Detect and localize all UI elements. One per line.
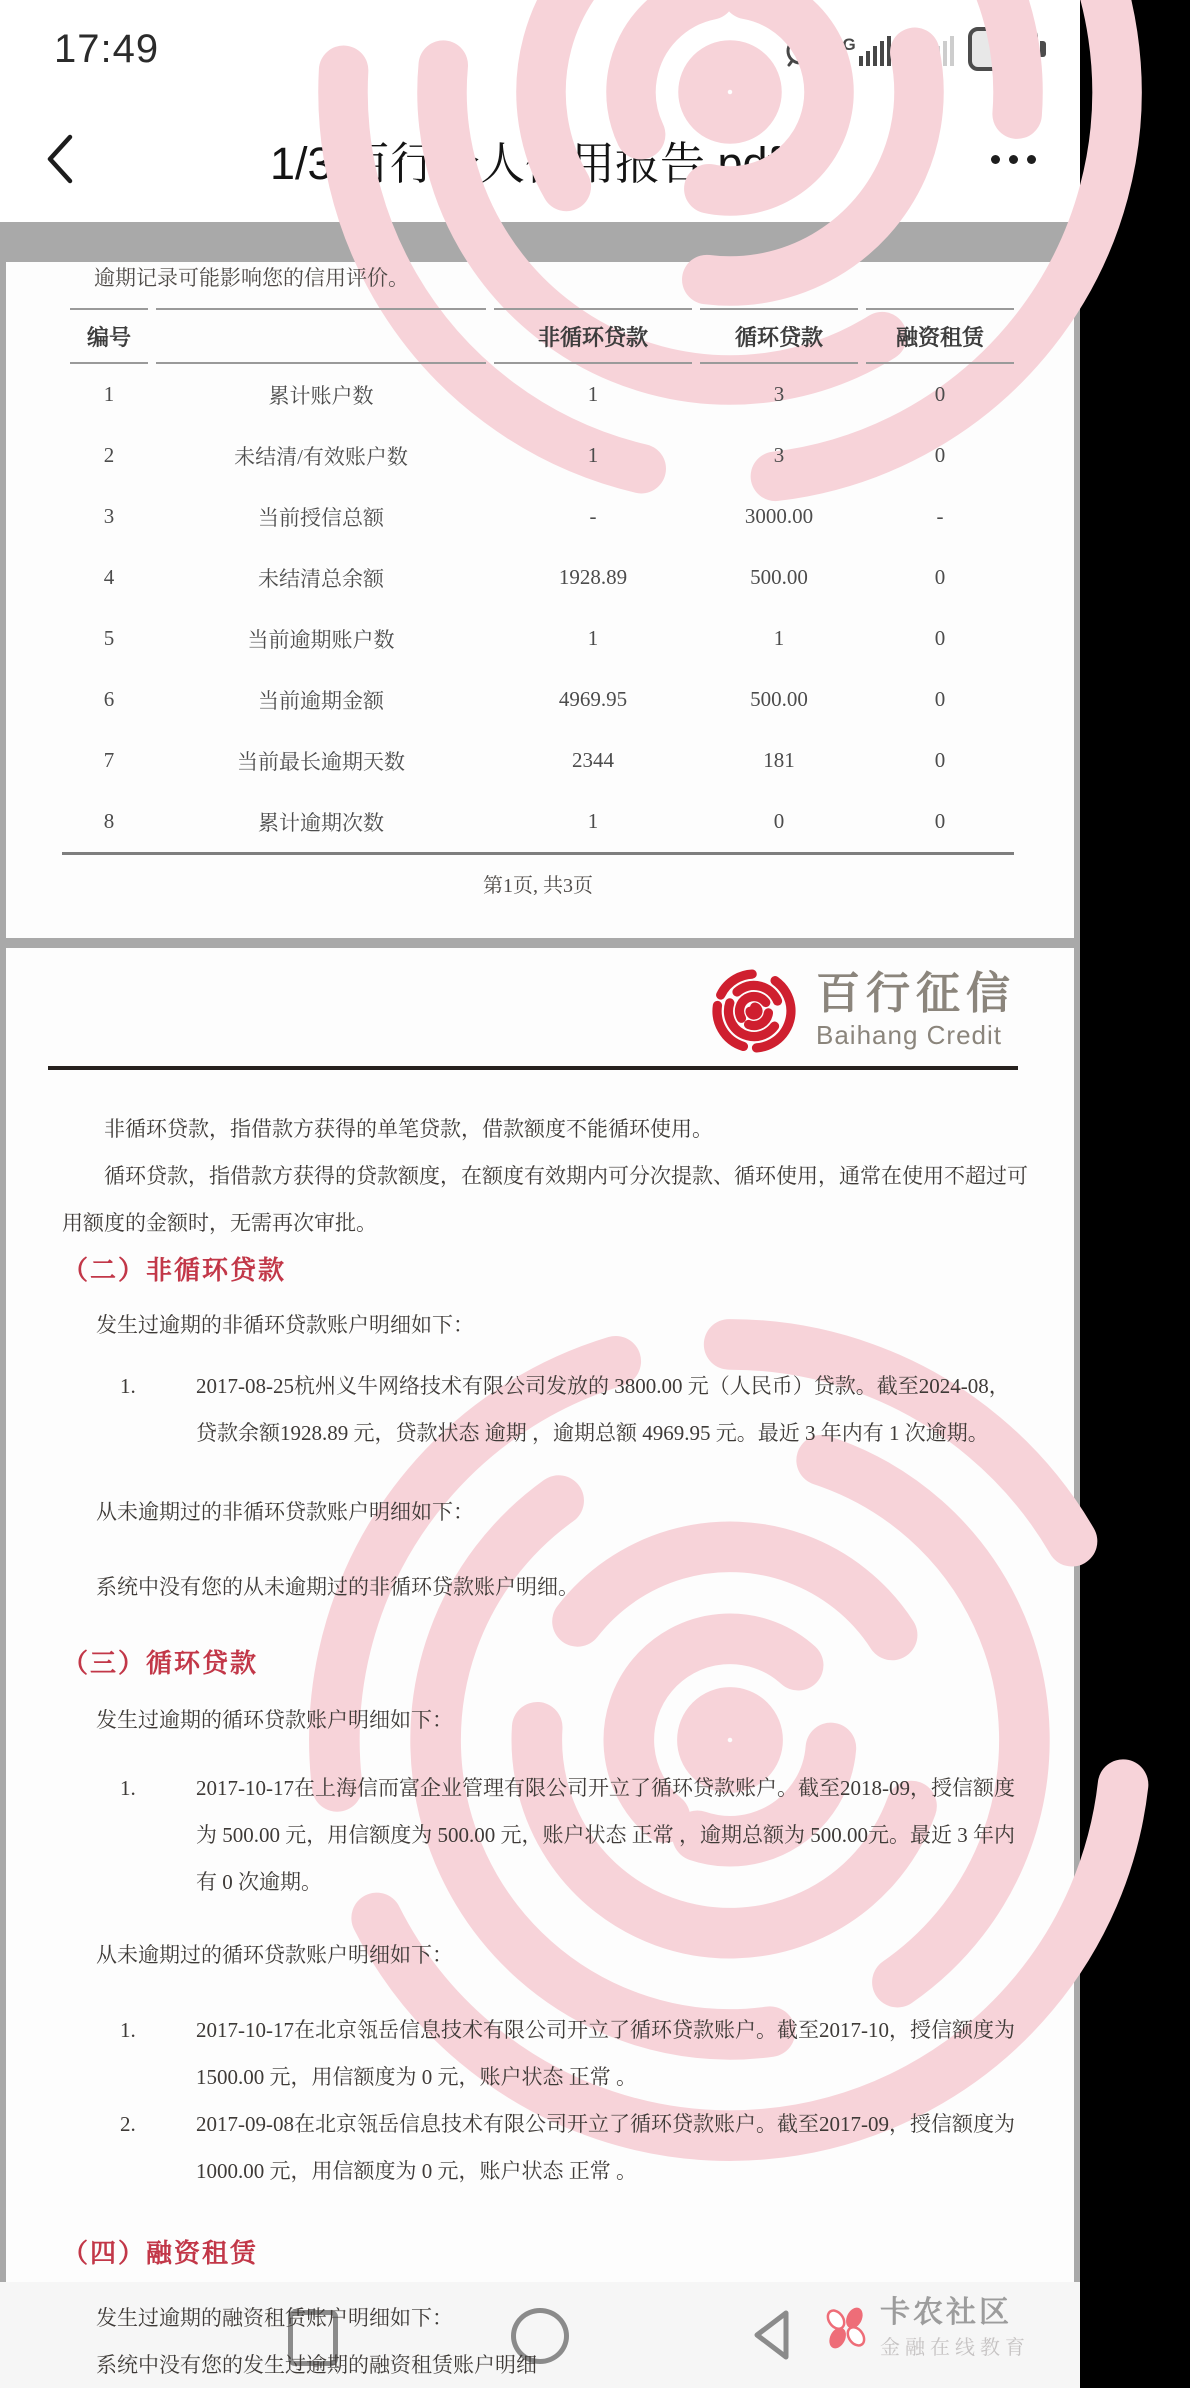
cell-index: 8	[103, 809, 115, 833]
cell-leasing: 0	[934, 748, 946, 772]
definition-paragraph: 非循环贷款，指借款方获得的单笔贷款，借款额度不能循环使用。	[104, 1117, 713, 1141]
chevron-left-icon	[44, 131, 76, 187]
baihang-logo-cn: 百行征信	[816, 969, 1016, 1019]
table-header-row	[70, 308, 1014, 364]
battery-icon	[968, 27, 1038, 71]
dot-icon	[1009, 155, 1018, 164]
col-header: 循环贷款	[700, 308, 858, 364]
status-time: 17:49	[54, 26, 160, 71]
report-body	[6, 1070, 1074, 2385]
document-title: 1/3 百行个人信用报告.pdf	[269, 137, 781, 189]
cell-index: 7	[103, 748, 115, 772]
cell-label: 当前逾期金额	[258, 688, 384, 713]
table-row	[70, 425, 1014, 486]
cell-nonrevolving: 1928.89	[558, 565, 628, 589]
battery-percent: 40	[991, 37, 1015, 60]
cell-label: 未结清总余额	[258, 566, 384, 591]
table-row	[70, 730, 1014, 791]
cell-nonrevolving: 1	[587, 443, 599, 467]
section-title-nonrevolving: （二）非循环贷款	[62, 1256, 287, 1285]
section-label: 发生过逾期的非循环贷款账户明细如下：	[96, 1313, 474, 1337]
dot-icon	[1027, 155, 1036, 164]
cell-index: 3	[103, 504, 115, 528]
signal-sim2	[905, 32, 954, 66]
item-number: 1.	[120, 1776, 136, 1800]
cell-revolving: 181	[763, 748, 795, 772]
page-number-footer: 第1页, 共3页	[483, 875, 593, 897]
signal-sim1	[833, 32, 891, 66]
cell-label: 当前逾期账户数	[247, 627, 395, 652]
table-row	[70, 791, 1014, 852]
alarm-clock-icon	[781, 30, 819, 68]
overdue-notice-text: 逾期记录可能影响您的信用评价。	[94, 266, 409, 290]
section-label: 发生过逾期的融资租赁账户明细如下：	[96, 2306, 453, 2330]
cell-leasing: 0	[934, 443, 946, 467]
definition-paragraph: 循环贷款，指借款方获得的贷款额度，在额度有效期内可分次提款、循环使用，通常在使用不超过可用额度的金额时，无需再次审批。	[62, 1164, 1028, 1235]
battery-nub	[1040, 41, 1046, 57]
network-activity-label: 1↓	[837, 52, 852, 67]
loan-detail-item	[106, 2101, 1028, 2195]
baihang-logo-text	[816, 971, 1016, 1050]
cell-nonrevolving: 1	[587, 809, 599, 833]
cell-revolving: 1	[773, 626, 785, 650]
table-bottom-rule	[62, 852, 1014, 855]
status-icons	[781, 27, 1046, 71]
cell-index: 5	[103, 626, 115, 650]
cell-label: 未结清/有效账户数	[234, 444, 408, 469]
cell-leasing: 0	[934, 626, 946, 650]
item-number: 2.	[120, 2112, 136, 2136]
cell-nonrevolving: 1	[587, 626, 599, 650]
cell-label: 当前最长逾期天数	[237, 749, 405, 774]
table-row	[70, 547, 1014, 608]
cell-label: 当前授信总额	[258, 505, 384, 530]
table-row	[70, 608, 1014, 669]
section-label: 从未逾期过的循环贷款账户明细如下：	[96, 1943, 453, 1967]
loan-detail-item	[106, 1765, 1028, 1906]
kanong-title: 卡农社区	[880, 2296, 1012, 2329]
cell-revolving: 3000.00	[744, 504, 814, 528]
credit-summary-table	[62, 308, 1022, 852]
section-label: 从未逾期过的非循环贷款账户明细如下：	[96, 1500, 474, 1524]
baihang-logo	[6, 948, 1074, 1062]
cell-leasing: 0	[934, 382, 946, 406]
network-type-label: 4G	[833, 35, 856, 54]
loan-detail-item	[106, 2007, 1028, 2101]
kanong-subtitle: 金融在线教育	[880, 2337, 1030, 2359]
cell-revolving: 3	[773, 443, 785, 467]
no-record-text: 系统中没有您的发生过逾期的融资租赁账户明细	[96, 2353, 537, 2377]
cell-index: 6	[103, 687, 115, 711]
cell-leasing: 0	[934, 565, 946, 589]
cell-label: 累计账户数	[268, 383, 374, 408]
item-number: 1.	[120, 2018, 136, 2042]
signal-bars-faded-icon	[922, 32, 954, 66]
no-record-text: 系统中没有您的从未逾期过的非循环贷款账户明细。	[96, 1575, 579, 1599]
page-gap	[0, 938, 1080, 948]
cell-index: 1	[103, 382, 115, 406]
cell-index: 2	[103, 443, 115, 467]
cell-revolving: 500.00	[750, 687, 808, 711]
cell-nonrevolving: 2344	[572, 748, 614, 772]
baihang-fingerprint-icon	[710, 967, 798, 1055]
item-text: 2017-08-25杭州义牛网络技术有限公司发放的 3800.00 元（人民币）贷款。截至2024-08，贷款余额1928.89 元，贷款状态 逾期 ，逾期总额 4969.95 元。最近 3 年内有 1 次逾期。	[196, 1374, 1010, 1445]
baihang-logo-en: Baihang Credit	[816, 1019, 1002, 1050]
col-header: 融资租赁	[866, 308, 1014, 364]
section-title-revolving: （三）循环贷款	[62, 1649, 259, 1678]
pdf-page-1	[6, 262, 1074, 938]
cell-leasing: 0	[934, 809, 946, 833]
section-title-leasing: （四）融资租赁	[62, 2239, 259, 2268]
no-service-icon: ✕	[904, 38, 919, 57]
cell-revolving: 3	[773, 382, 785, 406]
item-number: 1.	[120, 1374, 136, 1398]
cell-leasing: 0	[934, 687, 946, 711]
more-options-button[interactable]	[946, 155, 1036, 164]
cell-leasing: -	[936, 504, 944, 528]
col-header: 编号	[70, 308, 148, 364]
cell-index: 4	[103, 565, 115, 589]
cell-revolving: 500.00	[750, 565, 808, 589]
section-label: 发生过逾期的循环贷款账户明细如下：	[96, 1708, 453, 1732]
table-row	[70, 364, 1014, 425]
col-header	[156, 308, 486, 364]
item-text: 2017-10-17在上海信而富企业管理有限公司开立了循环贷款账户。截至2018-09，授信额度为 500.00 元，用信额度为 500.00 元，账户状态 正常 ，逾期总额为 500.00元。最近 3 年内有 0 次逾期。	[196, 1776, 1015, 1894]
status-bar	[0, 0, 1080, 98]
cell-nonrevolving: -	[589, 504, 597, 528]
title-bar	[0, 98, 1080, 220]
table-row	[70, 486, 1014, 547]
cell-nonrevolving: 1	[587, 382, 599, 406]
cell-nonrevolving: 4969.95	[558, 687, 628, 711]
col-header: 非循环贷款	[494, 308, 692, 364]
loan-detail-item	[106, 1363, 1028, 1457]
battery-indicator	[968, 27, 1046, 71]
cell-revolving: 0	[773, 809, 785, 833]
dot-icon	[991, 155, 1000, 164]
item-text: 2017-10-17在北京瓴岳信息技术有限公司开立了循环贷款账户。截至2017-10，授信额度为 1500.00 元，用信额度为 0 元，账户状态 正常 。	[196, 2018, 1015, 2089]
signal-bars-icon	[859, 32, 891, 66]
back-button[interactable]	[44, 131, 104, 187]
cell-label: 累计逾期次数	[258, 810, 384, 835]
table-row	[70, 669, 1014, 730]
item-text: 2017-09-08在北京瓴岳信息技术有限公司开立了循环贷款账户。截至2017-09，授信额度为 1000.00 元，用信额度为 0 元，账户状态 正常 。	[196, 2112, 1015, 2183]
